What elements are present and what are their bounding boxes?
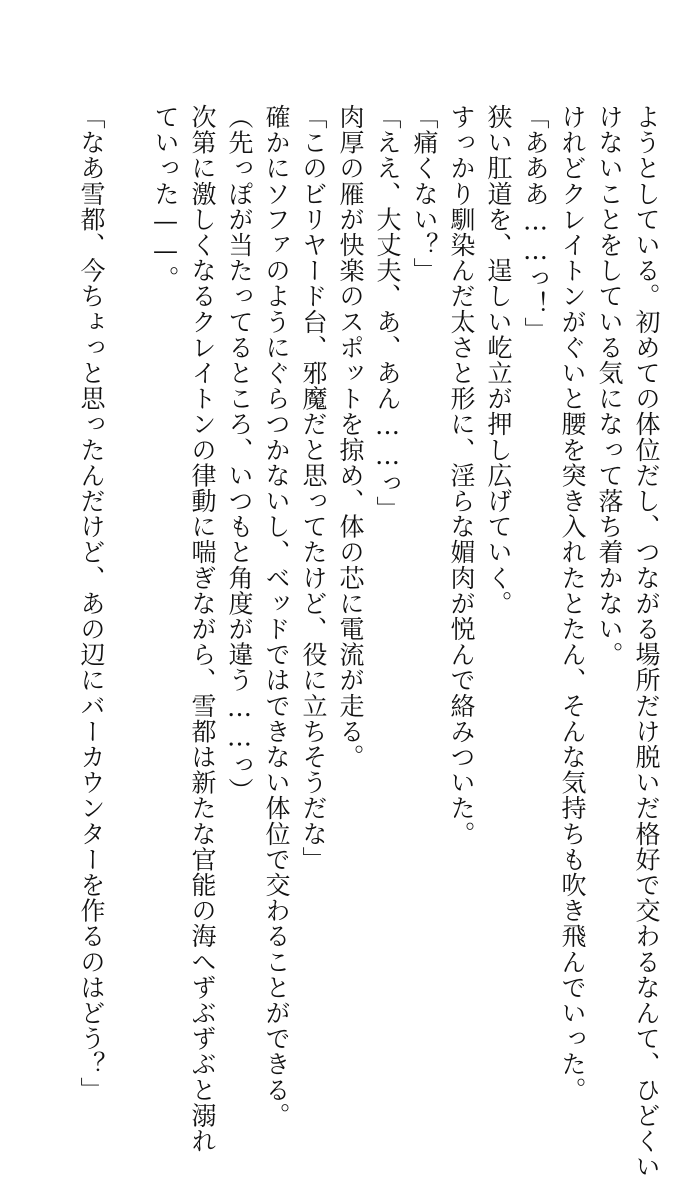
text-line: 「ええ、大丈夫、あ、あん……っ」	[373, 104, 402, 522]
text-line: すっかり馴染んだ太さと形に、淫らな媚肉が悦んで絡みついた。	[447, 104, 476, 847]
text-line: ようとしている。初めての体位だし、つながる場所だけ脱いだ格好で交わるなんて、ひどくい	[632, 104, 661, 1179]
text-line: ていった——。	[151, 104, 180, 292]
text-line: 狭い肛道を、逞しい屹立が押し広げていく。	[484, 104, 513, 616]
text-line: けれどクレイトンがぐいと腰を突き入れたとたん、そんな気持ちも吹き飛んでいった。	[558, 104, 587, 1103]
text-line: （先っぽが当たってるところ、いつもと角度が違う……っ）	[225, 104, 254, 804]
text-line: 「なあ雪都、今ちょっと思ったんだけど、あの辺にバーカウンターを作るのはどう？」	[77, 104, 106, 1103]
text-line: 確かにソファのようにぐらつかないし、ベッドではできない体位で交わることができる。	[262, 104, 291, 1128]
text-line: 「あああ……っ！」	[521, 104, 550, 343]
text-line: 「痛くない？」	[410, 104, 439, 284]
text-line: けないことをしている気になって落ち着かない。	[595, 104, 624, 668]
text-line: 次第に激しくなるクレイトンの律動に喘ぎながら、雪都は新たな官能の海へずぶずぶと溺れ	[188, 104, 217, 1154]
text-line: 「このビリヤード台、邪魔だと思ってたけど、役に立ちそうだな」	[299, 104, 328, 872]
text-line: 肉厚の雁が快楽のスポットを掠め、体の芯に電流が走る。	[336, 104, 365, 770]
